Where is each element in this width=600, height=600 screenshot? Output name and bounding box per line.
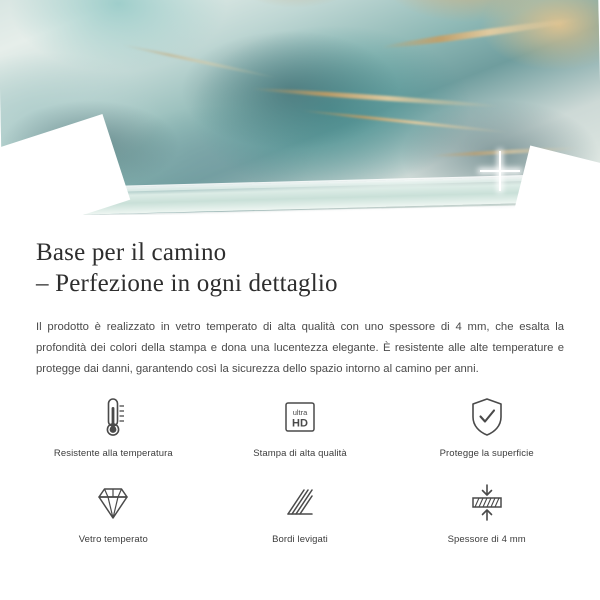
feature-label: Bordi levigati — [272, 534, 328, 545]
feature-item-polished-edges — [207, 481, 394, 545]
feature-item-tempered-glass — [20, 481, 207, 545]
feature-item-temperature — [20, 395, 207, 459]
feature-label: Resistente alla temperatura — [53, 448, 173, 459]
svg-text:HD: HD — [292, 417, 308, 430]
thickness-arrows-icon — [465, 481, 509, 525]
hero-image — [0, 0, 600, 215]
feature-item-thickness — [393, 481, 580, 545]
feature-label: Vetro temperato — [78, 534, 148, 545]
thermometer-icon — [93, 395, 133, 439]
page-title — [36, 237, 600, 299]
feature-item-print-quality — [207, 395, 394, 459]
description-paragraph: Il prodotto è realizzato in vetro temperato di alta qualità con uno spessore di 4 mm, che esalta la profondità dei colori della stampa e dona una lucentezza elegante. È resistente alle alte temperature e protegge dai danni, garantendo così la sicurezza dello spazio intorno al camino per anni. — [36, 321, 564, 375]
feature-grid — [0, 395, 600, 545]
feature-label: Spessore di 4 mm — [447, 534, 526, 545]
polished-edges-icon — [278, 481, 322, 525]
ultra-hd-icon — [278, 395, 322, 439]
headline-line-2: – Perfezione in ogni dettaglio — [36, 270, 338, 297]
diamond-icon — [91, 481, 135, 525]
feature-item-surface-protection — [393, 395, 580, 459]
feature-label: Stampa di alta qualità — [253, 448, 347, 459]
shield-check-icon — [467, 395, 507, 439]
headline-line-1: Base per il camino — [36, 239, 227, 266]
svg-text:ultra: ultra — [292, 408, 308, 417]
text-content — [0, 215, 600, 380]
feature-label: Protegge la superficie — [439, 448, 534, 459]
